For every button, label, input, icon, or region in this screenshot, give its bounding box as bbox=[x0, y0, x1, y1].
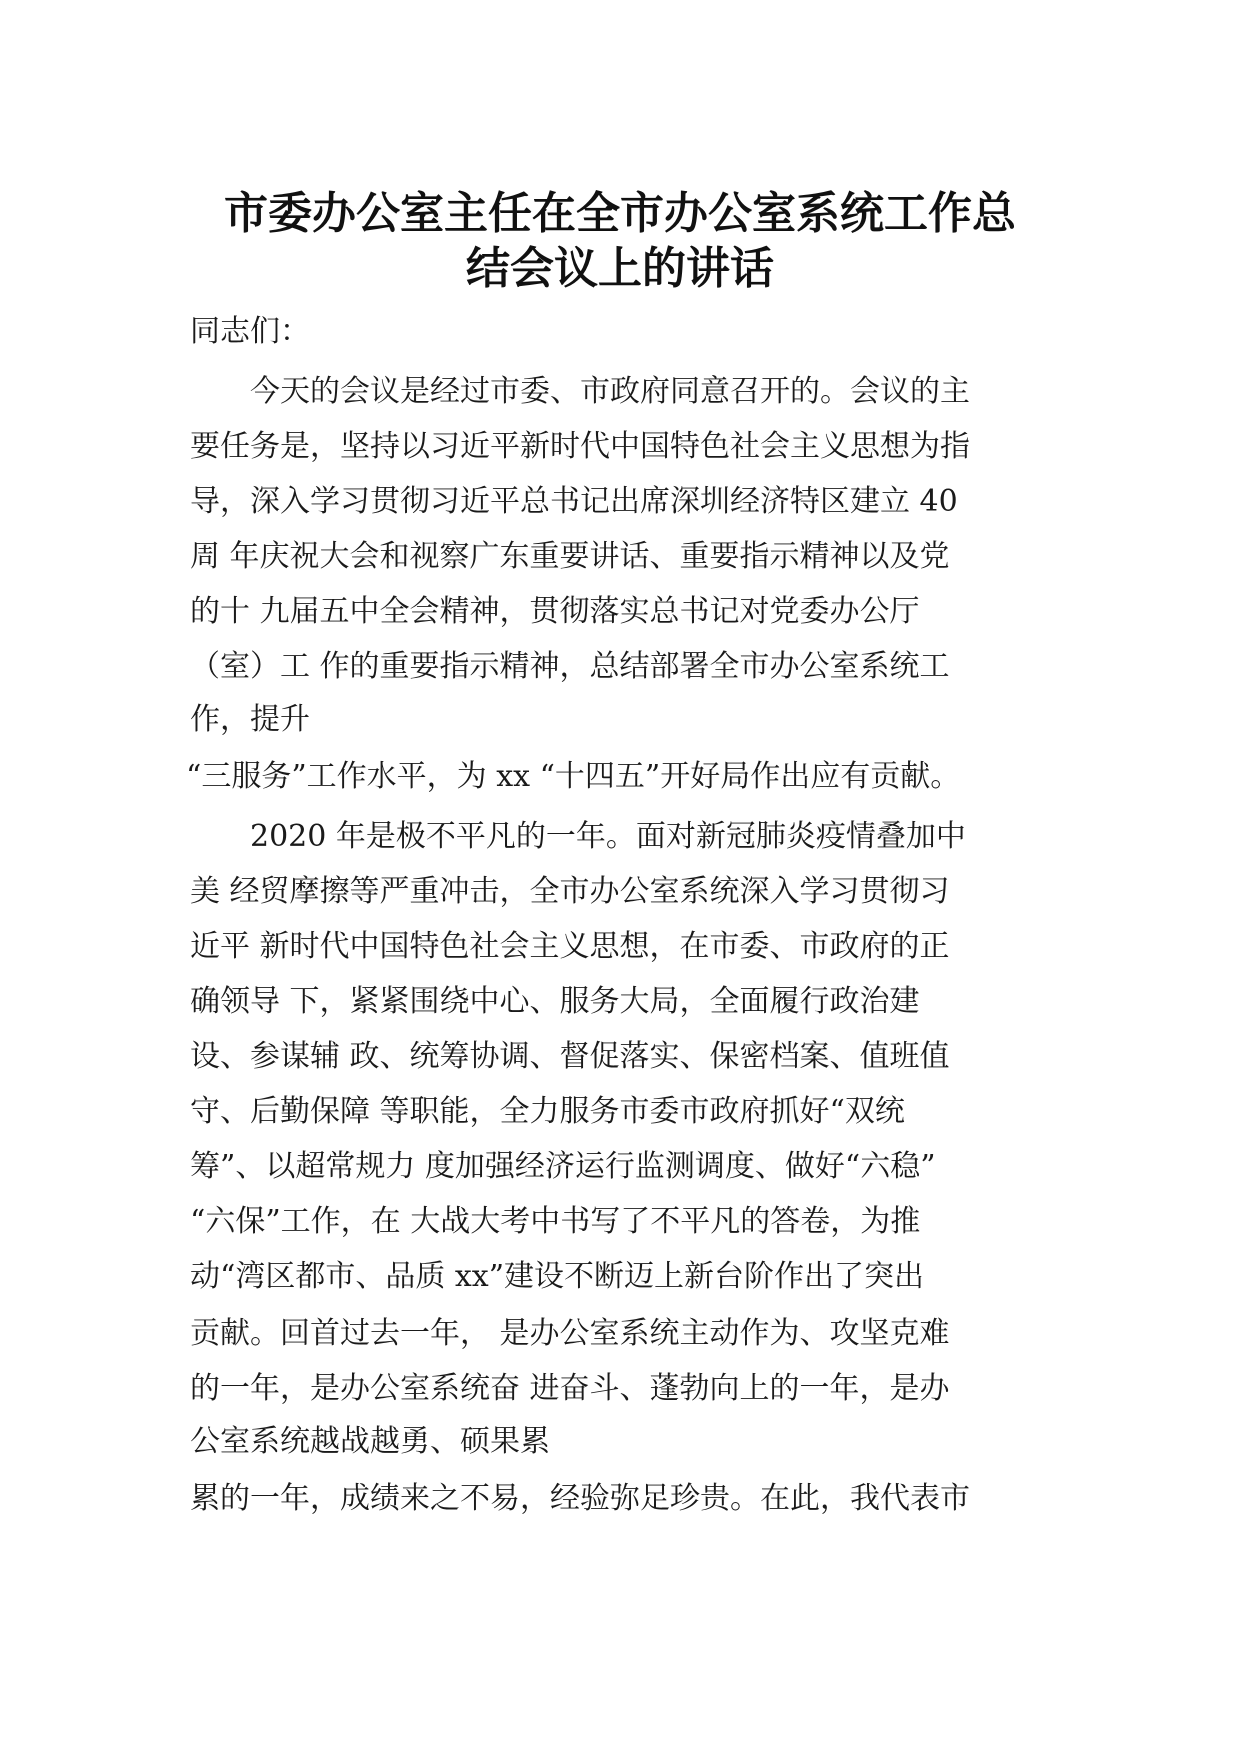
paragraph-2-line-6: 守、后勤保障 等职能，全力服务市委市政府抓好“双统 bbox=[190, 1094, 905, 1129]
paragraph-1-line-2: 要任务是，坚持以习近平新时代中国特色社会主义思想为指 bbox=[190, 429, 970, 464]
paragraph-2-line-11: 的一年，是办公室系统奋 进奋斗、蓬勃向上的一年，是办 bbox=[190, 1371, 950, 1406]
document-title-line-1: 市委办公室主任在全市办公室系统工作总 bbox=[224, 188, 1016, 239]
paragraph-1-line-6: （室）工 作的重要指示精神，总结部署全市办公室系统工 bbox=[190, 649, 950, 684]
paragraph-2-line-9: 动“湾区都市、品质 xx”建设不断迈上新台阶作出了突出 bbox=[190, 1259, 925, 1294]
paragraph-2-line-7: 筹”、以超常规力 度加强经济运行监测调度、做好“六稳” bbox=[190, 1149, 936, 1184]
paragraph-2-line-4: 确领导 下，紧紧围绕中心、服务大局，全面履行政治建 bbox=[190, 984, 920, 1019]
paragraph-2-line-5: 设、参谋辅 政、统筹协调、督促落实、保密档案、值班值 bbox=[190, 1039, 950, 1074]
document-title-line-2: 结会议上的讲话 bbox=[466, 243, 774, 294]
paragraph-2-line-1: 2020 年是极不平凡的一年。面对新冠肺炎疫情叠加中 bbox=[250, 819, 966, 854]
paragraph-1-line-7: 作，提升 bbox=[190, 702, 310, 737]
paragraph-2-line-13: 累的一年，成绩来之不易，经验弥足珍贵。在此，我代表市 bbox=[190, 1481, 970, 1516]
paragraph-1-line-3: 导，深入学习贯彻习近平总书记出席深圳经济特区建立 40 bbox=[190, 484, 958, 519]
paragraph-1-line-4: 周 年庆祝大会和视察广东重要讲话、重要指示精神以及党 bbox=[190, 539, 950, 574]
salutation: 同志们： bbox=[190, 314, 310, 349]
paragraph-2-line-12: 公室系统越战越勇、硕果累 bbox=[190, 1424, 550, 1459]
paragraph-1-line-5: 的十 九届五中全会精神，贯彻落实总书记对党委办公厅 bbox=[190, 594, 920, 629]
paragraph-2-line-3: 近平 新时代中国特色社会主义思想，在市委、市政府的正 bbox=[190, 929, 950, 964]
paragraph-2-line-10: 贡献。回首过去一年， 是办公室系统主动作为、攻坚克难 bbox=[190, 1316, 950, 1351]
paragraph-1-line-8: “三服务”工作水平，为 xx “十四五”开好局作出应有贡献。 bbox=[186, 759, 961, 794]
paragraph-2-line-8: “六保”工作，在 大战大考中书写了不平凡的答卷，为推 bbox=[190, 1204, 921, 1239]
paragraph-1-line-1: 今天的会议是经过市委、市政府同意召开的。会议的主 bbox=[250, 374, 970, 409]
paragraph-2-line-2: 美 经贸摩擦等严重冲击，全市办公室系统深入学习贯彻习 bbox=[190, 874, 950, 909]
